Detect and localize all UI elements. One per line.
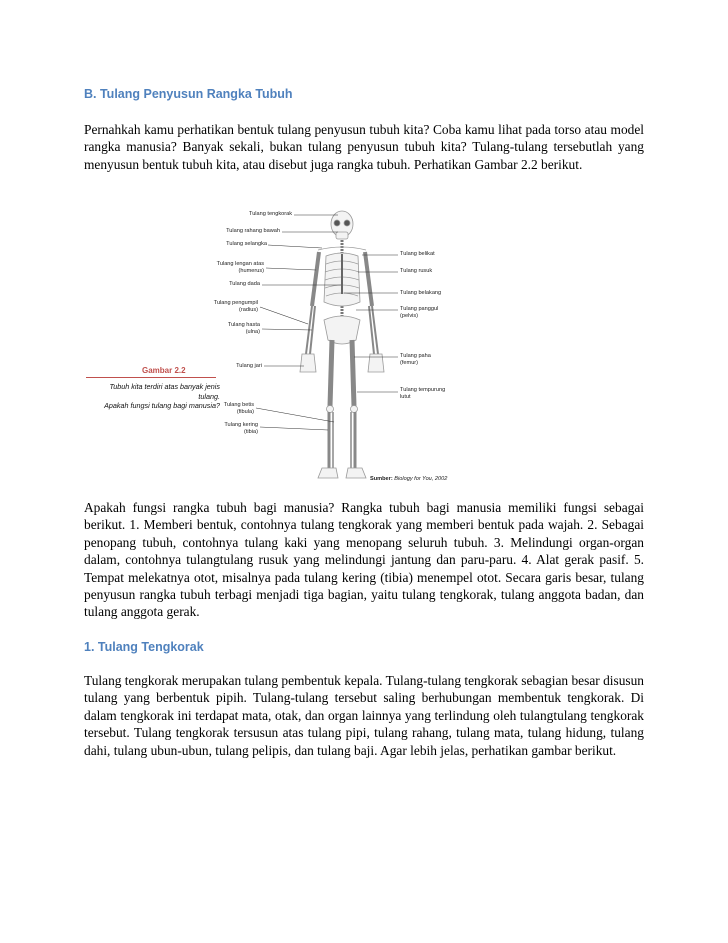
label-tulang-tengkorak: Tulang tengkorak — [248, 211, 292, 217]
label-tulang-dada: Tulang dada — [229, 281, 260, 287]
figure-caption-text: Tubuh kita terdiri atas banyak jenis tulang. Apakah fungsi tulang bagi manusia? — [104, 382, 220, 410]
label-tulang-hasta: Tulang hasta (ulna) — [227, 322, 260, 335]
section-b-title: B. Tulang Penyusun Rangka Tubuh — [84, 87, 293, 101]
label-tulang-paha: Tulang paha (femur) — [400, 353, 431, 366]
label-tulang-tempurung-lutut: Tulang tempurung lutut — [400, 387, 446, 400]
label-tulang-rahang-bawah: Tulang rahang bawah — [226, 228, 280, 234]
label-tulang-panggul: Tulang panggul (pelvis) — [400, 306, 439, 319]
label-tulang-lengan-atas: Tulang lengan atas (humerus) — [216, 261, 264, 274]
label-tulang-belikat: Tulang belikat — [400, 251, 435, 257]
figure-caption-title: Gambar 2.2 — [142, 366, 186, 375]
section-1-title: 1. Tulang Tengkorak — [84, 640, 204, 654]
label-tulang-betis: Tulang betis (fibula) — [223, 402, 254, 415]
label-tulang-kering: Tulang kering (tibia) — [224, 422, 258, 435]
label-tulang-pengumpil: Tulang pengumpil (radius) — [213, 300, 258, 313]
label-tulang-belakang: Tulang belakang — [400, 290, 442, 296]
skeleton-illustration — [86, 206, 472, 488]
label-tulang-jari: Tulang jari — [236, 363, 262, 369]
label-tulang-rusuk: Tulang rusuk — [400, 268, 433, 274]
function-paragraph: Apakah fungsi rangka tubuh bagi manusia? Rangka tubuh bagi manusia memiliki fungsi sebagai berikut. 1. Memberi bentuk, contohnya tulang tengkorak yang memberi bentuk pada wajah. 2. Sebagai penopang tubuh, contohnya tulang kaki yang menopang seluruh tubuh. 3. Melindungi organ-organ dalam, contohnya tulangtulang rusuk yang melindungi jantung dan paru-paru. 4. Alat gerak pasif. 5. Tempat melekatnya otot, misalnya pada tulang kering (tibia) menempel otot. Secara garis besar, tulang penyusun rangka tubuh terbagi menjadi tiga bagian, yaitu tulang tengkorak, tulang anggota badan, dan tulang anggota gerak. — [84, 500, 644, 620]
caption-divider — [86, 377, 216, 378]
figure-source: Sumber: Biology for You, 2002 — [370, 476, 448, 482]
intro-paragraph: Pernahkah kamu perhatikan bentuk tulang penyusun tubuh kita? Coba kamu lihat pada torso atau model rangka manusia? Banyak sekali, bukan tulang penyusun tubuh kita? Tulang-tulang tersebutlah yang menyusun bentuk tubuh kita, atau disebut juga rangka tubuh. Perhatikan Gambar 2.2 berikut. — [84, 122, 644, 172]
skull-paragraph: Tulang tengkorak merupakan tulang pembentuk kepala. Tulang-tulang tengkorak sebagian besar disusun tulang yang berbentuk pipih. Tulang-tulang tersebut saling berhubungan membentuk tengkorak. Di dalam tengkorak ini terdapat mata, otak, dan organ lainnya yang terlindung oleh tulangtulang tengkorak tersebut. Tulang tengkorak tersusun atas tulang pipi, tulang rahang, tulang mata, tulang hidung, tulang dahi, tulang ubun-ubun, tulang pelipis, dan tulang baji. Agar lebih jelas, perhatikan gambar berikut. — [84, 673, 644, 758]
skeleton-figure — [86, 206, 472, 488]
label-tulang-selangka: Tulang selangka — [226, 241, 267, 247]
